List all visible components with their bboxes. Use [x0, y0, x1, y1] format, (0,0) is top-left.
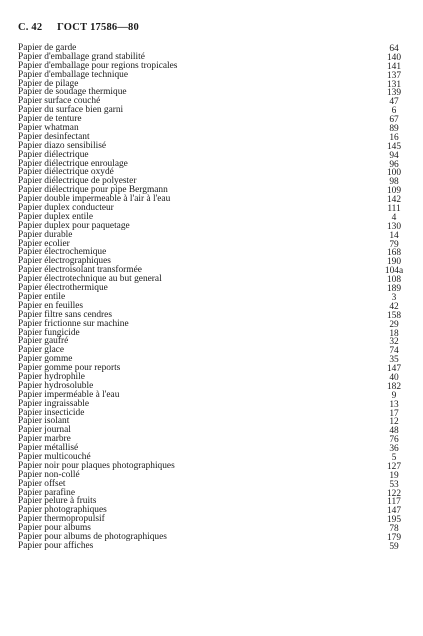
index-page-number: 14: [389, 230, 399, 241]
index-term: Papier fungicide: [18, 327, 80, 338]
index-entry: [18, 409, 410, 418]
index-term: Papier de soudage thermique: [18, 87, 127, 98]
index-entry: [18, 471, 410, 480]
index-term: Papier de garde: [18, 43, 77, 53]
index-term: Papier durable: [18, 229, 73, 240]
index-page-number: 53: [389, 479, 399, 490]
index-term: Papier électrochemique: [18, 247, 107, 258]
index-page-number: 179: [386, 532, 402, 543]
index-term: Papier entile: [18, 291, 66, 302]
index-term: Papier double impermeable à l'air à l'eau: [18, 194, 171, 205]
index-page-number: 130: [386, 221, 402, 232]
index-entry: [18, 329, 410, 338]
index-page-number: 195: [386, 515, 402, 526]
index-term: Papier diélectrique pour pipe Bergmann: [18, 185, 168, 196]
index-page-number: 3: [391, 292, 397, 303]
index-entry: [18, 426, 410, 435]
index-entry: [18, 346, 410, 355]
index-page-number: 182: [386, 381, 402, 392]
index-page-number: 98: [389, 177, 399, 188]
index-page-number: 18: [389, 328, 399, 339]
index-term: Papier journal: [18, 425, 71, 436]
index-term: Papier pour albums de photographiques: [18, 531, 167, 542]
index-term: Papier duplex conducteur: [18, 203, 114, 214]
index-term: Papier multicouché: [18, 451, 91, 462]
index-page-number: 9: [391, 390, 397, 401]
index-term: Papier d'emballage grand stabilité: [18, 51, 145, 62]
index-term: Papier ecolier: [18, 238, 70, 249]
index-term: Papier non-collé: [18, 469, 80, 480]
term-index-list: [18, 44, 410, 551]
index-page-number: 158: [386, 310, 402, 321]
standard-code: ГОСТ 17586—80: [57, 22, 139, 33]
index-term: Papier électrographiques: [18, 256, 111, 267]
index-page-number: 122: [386, 488, 402, 499]
index-page-number: 190: [386, 257, 402, 268]
index-term: Papier whatman: [18, 123, 79, 134]
index-term: Papier gomme: [18, 354, 73, 365]
index-term: Papier thermopropulsif: [18, 514, 105, 525]
index-entry: [18, 337, 410, 346]
index-term: Papier pour albums: [18, 523, 91, 534]
index-page-number: 141: [386, 61, 402, 72]
index-page-number: 6: [391, 106, 397, 117]
index-page-number: 19: [389, 470, 399, 481]
index-term: Papier surface couché: [18, 96, 101, 107]
index-page-number: 64: [389, 44, 399, 54]
index-page-number: 96: [389, 159, 399, 170]
index-page-number: 48: [389, 426, 399, 437]
index-page-number: 145: [386, 141, 402, 152]
index-page-number: 78: [389, 524, 399, 535]
index-page-number: 131: [386, 79, 402, 90]
index-page-number: 32: [389, 337, 399, 348]
index-page-number: 74: [389, 346, 399, 357]
index-page-number: 35: [389, 355, 399, 366]
index-entry: [18, 480, 410, 489]
index-term: Papier d'emballage pour regions tropicales: [18, 60, 178, 71]
index-page-number: 79: [389, 239, 399, 250]
index-page-number: 16: [389, 132, 399, 143]
index-entry: [18, 417, 410, 426]
index-page-number: 17: [389, 408, 399, 419]
index-page-number: 5: [391, 452, 397, 463]
index-term: Papier d'emballage technique: [18, 69, 128, 80]
index-page-number: 59: [389, 541, 399, 552]
index-page-number: 168: [386, 248, 402, 259]
index-page-number: 12: [389, 417, 399, 428]
index-term: Papier électrothermique: [18, 283, 108, 294]
index-term: Papier imperméable à l'eau: [18, 389, 120, 400]
index-term: Papier hydrosoluble: [18, 380, 94, 391]
index-term: Papier gomme pour reports: [18, 363, 121, 374]
index-page-number: 189: [386, 284, 402, 295]
index-term: Papier marbre: [18, 434, 71, 445]
index-term: Papier diélectrique enroulage: [18, 158, 128, 169]
index-entry: [18, 284, 410, 293]
index-term: Papier métallisé: [18, 443, 79, 454]
page-header: [18, 22, 139, 33]
index-page-number: 147: [386, 364, 402, 375]
index-term: Papier gaufré: [18, 336, 69, 347]
index-page-number: 67: [389, 115, 399, 126]
index-page-number: 40: [389, 372, 399, 383]
index-page-number: 142: [386, 195, 402, 206]
index-page-number: 76: [389, 435, 399, 446]
index-term: Papier offset: [18, 478, 66, 489]
index-page-number: 36: [389, 444, 399, 455]
index-page-number: 109: [386, 186, 402, 197]
index-term: Papier de pilage: [18, 78, 79, 89]
index-page-number: 29: [389, 319, 399, 330]
index-term: Papier insecticide: [18, 407, 85, 418]
index-term: Papier duplex pour paquetage: [18, 220, 130, 231]
index-page-number: 104a: [384, 266, 404, 277]
page-number: С. 42: [18, 22, 43, 33]
index-term: Papier isolant: [18, 416, 70, 427]
index-page-number: 47: [389, 97, 399, 108]
index-term: Papier frictionne sur machine: [18, 318, 129, 329]
index-page-number: 111: [387, 204, 401, 215]
index-term: Papier électrotechnique au but general: [18, 274, 162, 285]
index-term: Papier diélectrique de polyester: [18, 176, 137, 187]
index-term: Papier électroisolant transformée: [18, 265, 142, 276]
index-term: Papier pelure à fruits: [18, 496, 97, 507]
index-term: Papier duplex entile: [18, 211, 93, 222]
index-entry: [18, 222, 410, 231]
index-page-number: 13: [389, 399, 399, 410]
index-page-number: 89: [389, 124, 399, 135]
index-term: Papier de tenture: [18, 114, 82, 125]
index-entry: [18, 542, 410, 551]
index-term: Papier filtre sans cendres: [18, 309, 112, 320]
index-term: Papier du surface bien garni: [18, 105, 124, 116]
index-term: Papier diélectrique oxydé: [18, 167, 114, 178]
index-page-number: 137: [386, 70, 402, 81]
index-page-number: 42: [389, 301, 399, 312]
index-term: Papier diazo sensibilisé: [18, 140, 107, 151]
index-term: Papier ingraissable: [18, 398, 90, 409]
index-page-number: 94: [389, 150, 399, 161]
index-term: Papier hydrophile: [18, 371, 85, 382]
index-page-number: 100: [386, 168, 402, 179]
index-term: Papier diélectrique: [18, 149, 89, 160]
index-page-number: 108: [386, 275, 402, 286]
index-term: Papier photographiques: [18, 505, 107, 516]
index-page-number: 147: [386, 506, 402, 517]
index-term: Papier parafine: [18, 487, 76, 498]
index-term: Papier en feuilles: [18, 300, 84, 311]
index-page-number: 117: [387, 497, 401, 508]
index-page-number: 140: [386, 52, 402, 63]
index-term: Papier desinfectant: [18, 131, 90, 142]
index-entry: [18, 231, 410, 240]
index-page-number: 4: [391, 212, 397, 223]
index-page-number: 127: [386, 461, 402, 472]
index-term: Papier pour affiches: [18, 540, 94, 551]
index-term: Papier glace: [18, 345, 65, 356]
index-term: Papier noir pour plaques photographiques: [18, 460, 175, 471]
index-page-number: 139: [386, 88, 402, 99]
